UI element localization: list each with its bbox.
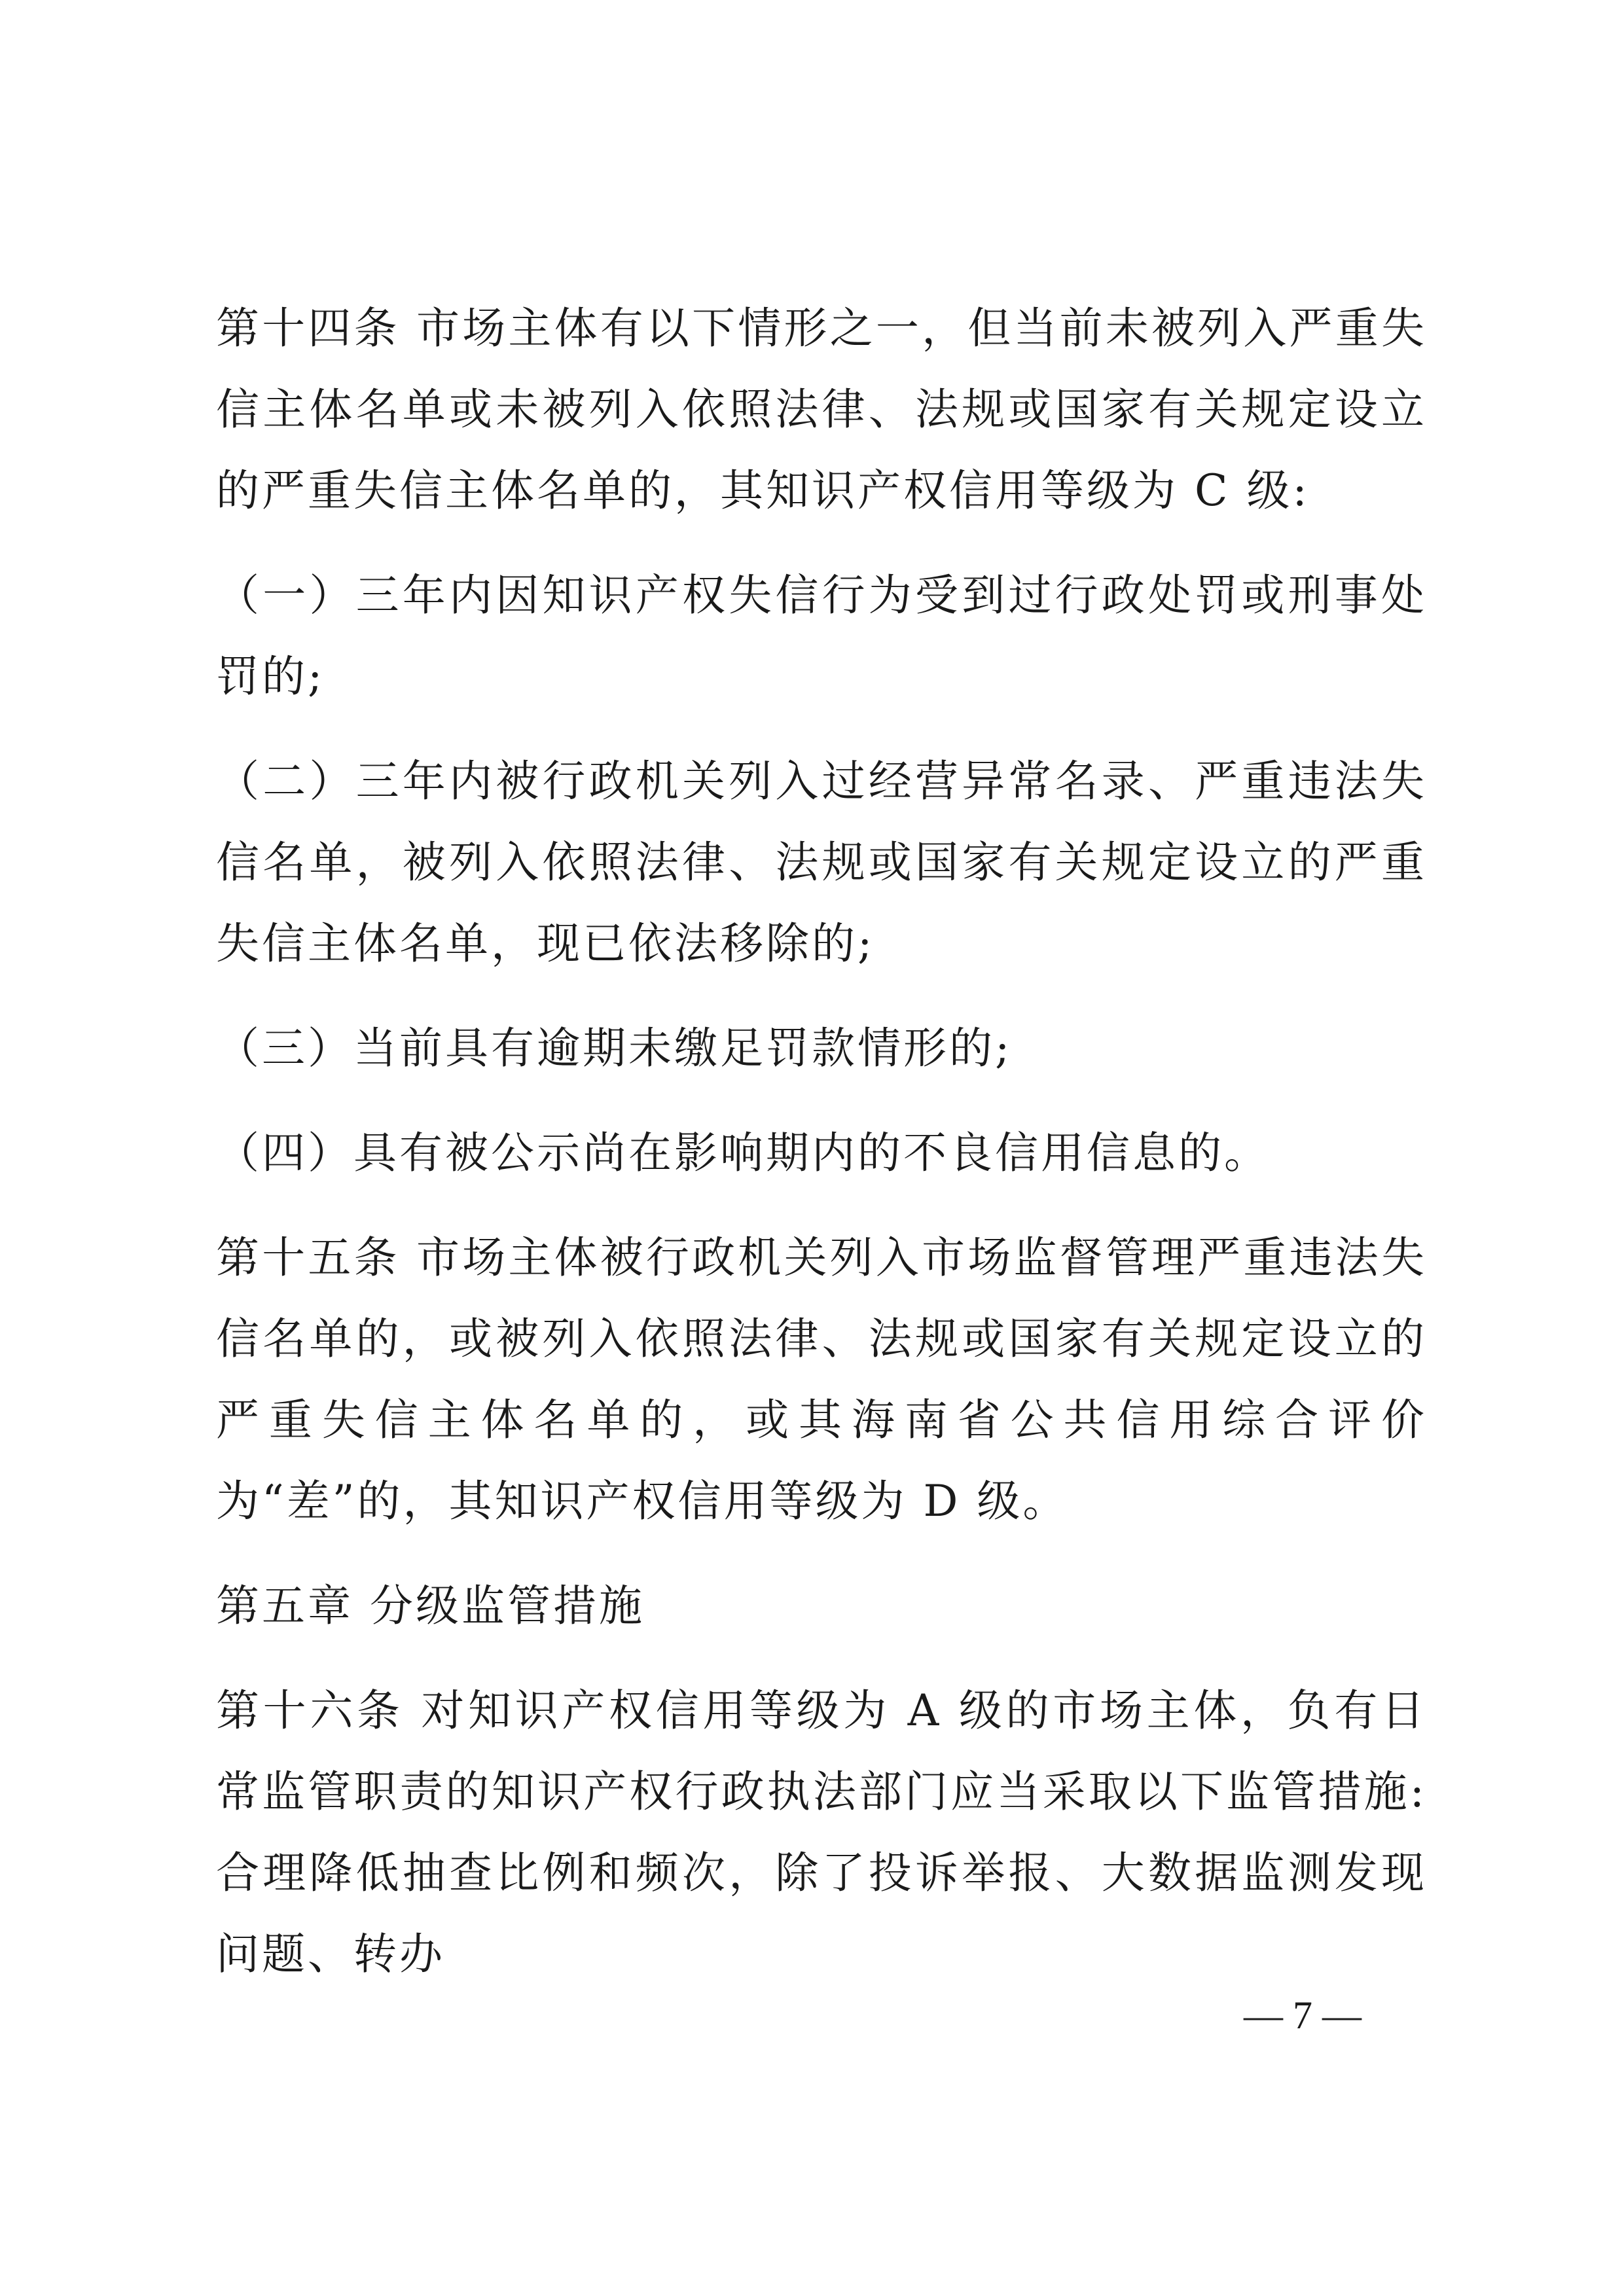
article-14-item-3: （三）当前具有逾期未缴足罚款情形的; xyxy=(216,1023,1013,1073)
article-15: 第十五条 市场主体被行政机关列入市场监督管理严重违法失信名单的，或被列入依照法律、法规或国家有关规定设立的严重失信主体名单的，或其海南省公共信用综合评价为“差”的，其知识产权信用等级为 D 级。 xyxy=(216,1232,1427,1526)
article-14-item-4: （四）具有被公示尚在影响期内的不良信用信息的。 xyxy=(216,1128,1270,1178)
document-body xyxy=(216,288,1427,2018)
article-14-item-2: （二）三年内被行政机关列入过经营异常名录、严重违法失信名单，被列入依照法律、法规或国家有关规定设立的严重失信主体名单，现已依法移除的; xyxy=(216,756,1427,969)
article-14: 第十四条 市场主体有以下情形之一，但当前未被列入严重失信主体名单或未被列入依照法律、法规或国家有关规定设立的严重失信主体名单的，其知识产权信用等级为 C 级: xyxy=(216,303,1427,516)
article-14-item-1: （一）三年内因知识产权失信行为受到过行政处罚或刑事处罚的; xyxy=(216,570,1427,702)
page-number: — 7 — xyxy=(1244,1994,1362,2037)
article-16: 第十六条 对知识产权信用等级为 A 级的市场主体，负有日常监管职责的知识产权行政执法部门应当采取以下监管措施: 合理降低抽查比例和频次，除了投诉举报、大数据监测发现问题、转办 xyxy=(216,1685,1427,1979)
chapter-5-heading: 第五章 分级监管措施 xyxy=(216,1581,645,1631)
